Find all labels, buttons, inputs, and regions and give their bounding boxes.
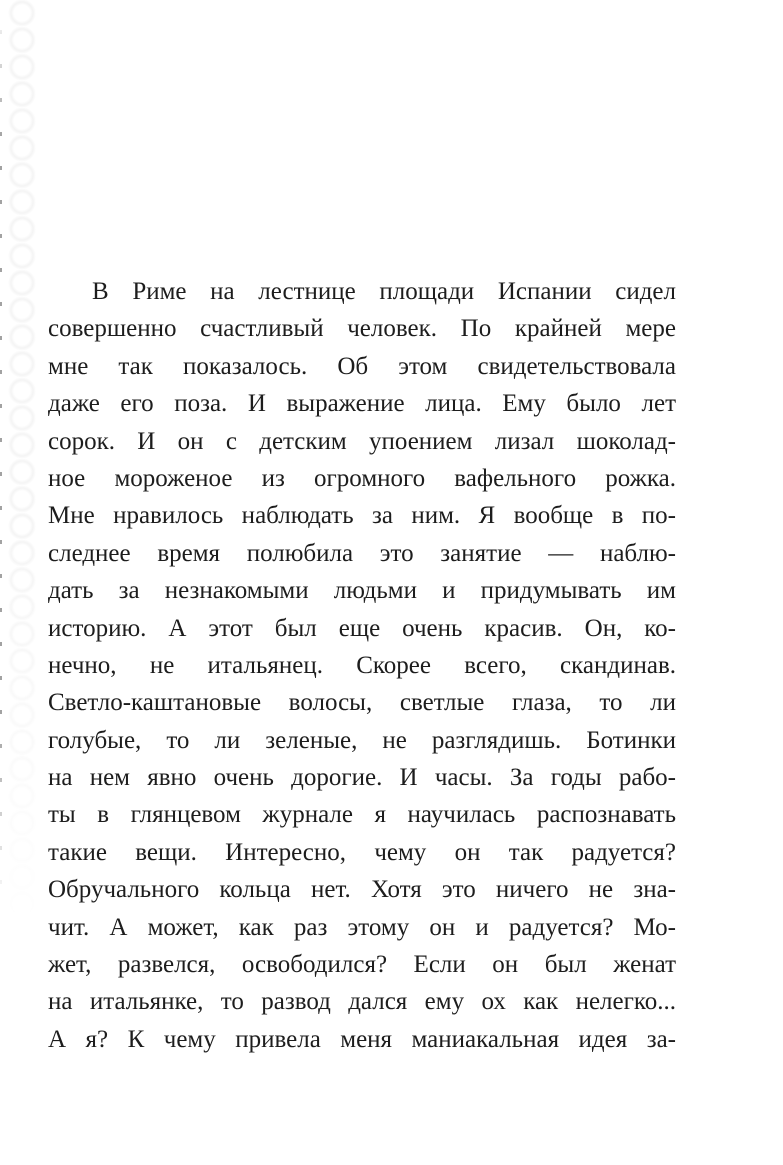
text-line: даже его поза. И выражение лица. Ему было лет: [48, 390, 676, 418]
text-line: нечно, не итальянец. Скорее всего, скандинав.: [48, 651, 676, 679]
text-line: совершенно счастливый человек. По крайней мере: [48, 315, 676, 343]
text-line: Обручального кольца нет. Хотя это ничего не зна-: [48, 876, 676, 904]
text-line: ты в глянцевом журнале я научилась распознавать: [48, 801, 676, 829]
text-line: голубые, то ли зеленые, не разглядишь. Ботинки: [48, 726, 676, 754]
text-line: дать за незнакомыми людьми и придумывать им: [48, 577, 676, 605]
page-text-block: [48, 273, 676, 1058]
text-line: Мне нравилось наблюдать за ним. Я вообще в по-: [48, 502, 676, 530]
text-line: В Риме на лестнице площади Испании сидел: [92, 278, 676, 305]
text-line: следнее время полюбила это занятие — наблю-: [48, 539, 676, 567]
text-line: Светло-каштановые волосы, светлые глаза, то ли: [48, 689, 676, 717]
text-line: мне так показалось. Об этом свидетельствовала: [48, 352, 676, 380]
page-edge-tick-marks: [0, 0, 2, 1165]
text-line: А я? К чему привела меня маниакальная идея за-: [48, 1025, 676, 1053]
page-edge-scallop-texture: [0, 0, 46, 1165]
text-line: такие вещи. Интересно, чему он так радуется?: [48, 838, 676, 866]
text-line: на нем явно очень дорогие. И часы. За годы рабо-: [48, 764, 676, 792]
text-line: чит. А может, как раз этому он и радуется? Мо-: [48, 913, 676, 941]
text-line: жет, развелся, освободился? Если он был женат: [48, 951, 676, 979]
text-line: ное мороженое из огромного вафельного рожка.: [48, 464, 676, 492]
text-line: сорок. И он с детским упоением лизал шоколад-: [48, 427, 676, 455]
text-line: историю. А этот был еще очень красив. Он, ко-: [48, 614, 676, 642]
text-line: на итальянке, то развод дался ему ох как нелегко...: [48, 988, 676, 1016]
